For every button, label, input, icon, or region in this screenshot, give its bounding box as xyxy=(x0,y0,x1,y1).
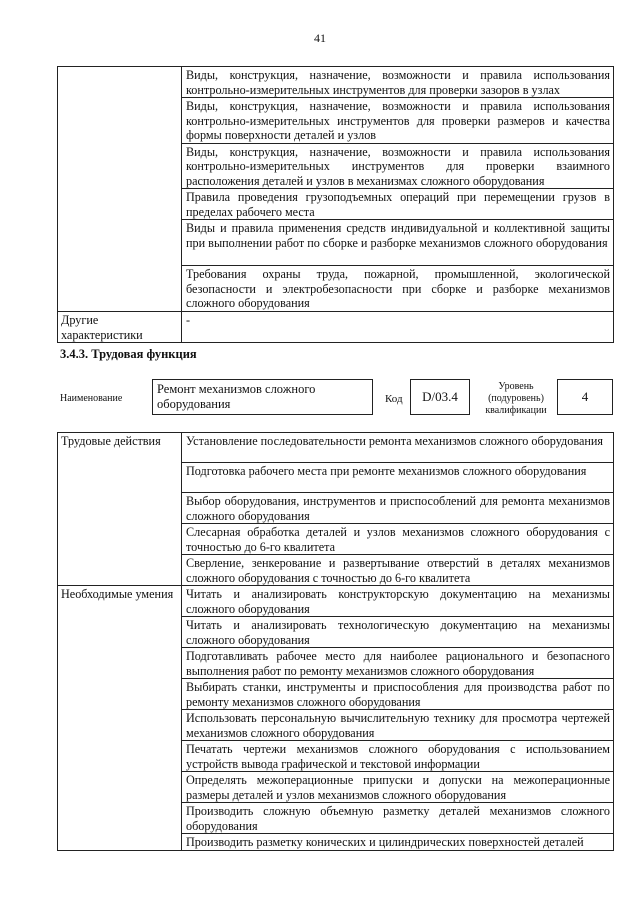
knowledge-label-cell xyxy=(58,67,182,312)
skill-item: Подготавливать рабочее место для наиболее рационального и безопасного выполнения работ по ремонту механизмов сложного оборудования xyxy=(182,648,614,679)
skill-item: Определять межоперационные припуски и допуски на межоперационные размеры деталей и узлов механизмов сложного оборудования xyxy=(182,772,614,803)
qualification-level-box: 4 xyxy=(557,379,613,415)
function-code-box: D/03.4 xyxy=(410,379,470,415)
requirement-item: Требования охраны труда, пожарной, промышленной, экологической безопасности и электробезопасности при сборке и разборке механизмов сложного оборудования xyxy=(182,266,614,312)
page-number: 41 xyxy=(314,31,326,45)
skill-item: Читать и анализировать конструкторскую документацию на механизмы сложного оборудования xyxy=(182,586,614,617)
labor-action-item: Выбор оборудования, инструментов и приспособлений для ремонта механизмов сложного оборудования xyxy=(182,493,614,524)
other-characteristics-label: Другие характеристики xyxy=(58,312,182,343)
requirement-item: Виды, конструкция, назначение, возможности и правила использования контрольно-измерительных инструментов для проверки взаимного расположения деталей и узлов в механизмах сложного оборудования xyxy=(182,143,614,189)
skill-item: Читать и анализировать технологическую документацию на механизмы сложного оборудования xyxy=(182,617,614,648)
labor-actions-label: Трудовые действия xyxy=(58,433,182,586)
name-label: Наименование xyxy=(60,393,123,404)
qualification-level-label: Уровень (подуровень) квалификации xyxy=(485,381,547,416)
requirement-item: Правила проведения грузоподъемных операций при перемещении грузов в пределах рабочего места xyxy=(182,189,614,220)
section-title: 3.4.3. Трудовая функция xyxy=(60,347,197,361)
other-characteristics-value: - xyxy=(182,312,614,343)
skill-item: Выбирать станки, инструменты и приспособления для производства работ по ремонту механизмов сложного оборудования xyxy=(182,679,614,710)
skill-item: Использовать персональную вычислительную технику для просмотра чертежей механизмов сложного оборудования xyxy=(182,710,614,741)
labor-action-item: Сверление, зенкерование и развертывание отверстий в деталях механизмов сложного оборудования с точностью до 6-го квалитета xyxy=(182,555,614,586)
labor-action-item: Установление последовательности ремонта механизмов сложного оборудования xyxy=(182,433,614,463)
function-name-box: Ремонт механизмов сложного оборудования xyxy=(152,379,373,415)
labor-action-item: Слесарная обработка деталей и узлов механизмов сложного оборудования с точностью до 6-го квалитета xyxy=(182,524,614,555)
requirement-item: Виды, конструкция, назначение, возможности и правила использования контрольно-измерительных инструментов для проверки размеров и качества формы поверхности деталей и узлов xyxy=(182,98,614,144)
knowledge-table xyxy=(57,66,614,343)
requirement-item: Виды и правила применения средств индивидуальной и коллективной защиты при выполнении работ по сборке и разборке механизмов сложного оборудования xyxy=(182,220,614,266)
labor-function-table xyxy=(57,432,614,851)
requirement-item: Виды, конструкция, назначение, возможности и правила использования контрольно-измерительных инструментов для проверки зазоров в узлах xyxy=(182,67,614,98)
skill-item: Производить сложную объемную разметку деталей механизмов сложного оборудования xyxy=(182,803,614,834)
skill-item: Печатать чертежи механизмов сложного оборудования с использованием устройств вывода графической и текстовой информации xyxy=(182,741,614,772)
required-skills-label: Необходимые умения xyxy=(58,586,182,851)
labor-action-item: Подготовка рабочего места при ремонте механизмов сложного оборудования xyxy=(182,463,614,493)
skill-item: Производить разметку конических и цилиндрических поверхностей деталей xyxy=(182,834,614,851)
code-label: Код xyxy=(385,393,403,405)
